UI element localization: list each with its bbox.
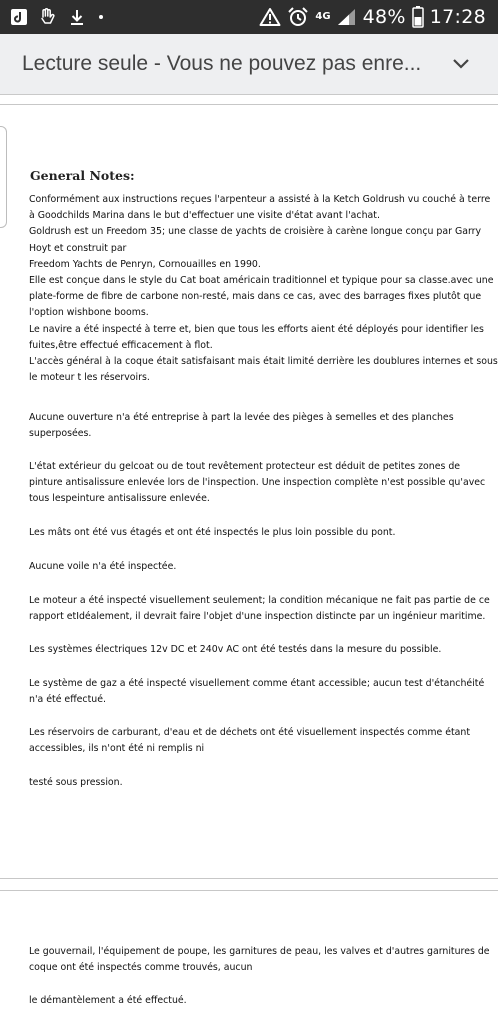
paragraph-openings xyxy=(29,410,474,442)
text-line: coque ont été inspectés comme trouvés, aucun xyxy=(29,962,253,974)
app-notification-icon xyxy=(10,8,28,26)
text-line: à Goodchilds Marina dans le but d'effectuer une visite d'état avant l'achat. xyxy=(29,210,380,222)
battery-percent: 48% xyxy=(362,6,406,28)
read-only-title: Lecture seule - Vous ne pouvez pas enre... xyxy=(22,52,422,75)
network-type: 4G xyxy=(315,11,331,22)
text-line: Conformément aux instructions reçues l'arpenteur a assisté à la Ketch Goldrush vu couché à terre xyxy=(29,194,491,205)
text-line: testé sous pression. xyxy=(29,777,123,788)
paragraph-gas xyxy=(29,676,485,708)
text-line: Le navire a été inspecté à terre et, bien que tous les efforts aient été déployés pour identifier les xyxy=(29,323,484,335)
battery-icon xyxy=(412,6,424,28)
clock: 17:28 xyxy=(429,6,486,28)
text-line: superposées. xyxy=(29,428,92,440)
text-line: tous lespeinture antisalissure enlevée. xyxy=(29,493,210,505)
alarm-icon xyxy=(287,6,309,28)
chevron-down-icon[interactable] xyxy=(452,58,470,70)
app-bar xyxy=(0,34,498,95)
signal-icon xyxy=(337,8,357,26)
text-line: le démantèlement a été effectué. xyxy=(29,995,187,1006)
text-line: Les mâts ont été vus étagés et ont été inspectés le plus loin possible du pont. xyxy=(29,527,396,538)
text-line: Les réservoirs de carburant, d'eau et de déchets ont été visuellement inspectés comme étant xyxy=(29,727,471,738)
text-line: le moteur t les réservoirs. xyxy=(29,372,150,384)
download-icon xyxy=(68,8,86,26)
text-line: Le gouvernail, l'équipement de poupe, les garnitures de peau, les valves et d'autres garnitures de xyxy=(29,946,490,957)
text-line: Hoyt et construit par xyxy=(29,242,127,254)
text-line: l'option wishbone booms. xyxy=(29,307,149,319)
hand-notification-icon xyxy=(38,7,58,27)
side-drawer-handle[interactable] xyxy=(0,126,7,228)
page-top-border-2 xyxy=(0,890,498,891)
paragraph-rudder xyxy=(29,944,490,976)
text-line: accessibles, ils n'ont été ni remplis ni xyxy=(29,743,205,755)
text-line: rapport etIdéalement, il devrait faire l'objet d'une inspection distincte par un ingénieur maritime. xyxy=(29,611,486,623)
text-line: plate-forme de fibre de carbone non-resté, mais dans ce cas, avec des barrages fixes plutôt que xyxy=(29,291,482,303)
paragraph-masts xyxy=(29,525,474,541)
text-line: pinture antisalissure enlevée lors de l'inspection. Une inspection complète n'est possible qu'avec xyxy=(29,477,486,489)
warning-icon xyxy=(259,7,281,27)
page-bottom-border xyxy=(0,878,498,879)
text-line: n'a été effectué. xyxy=(29,694,106,706)
text-line: Les systèmes électriques 12v DC et 240v AC ont été testés dans la mesure du possible. xyxy=(29,644,442,655)
paragraph-sails xyxy=(29,559,474,575)
text-line: Aucune voile n'a été inspectée. xyxy=(29,561,177,572)
general-notes-heading: General Notes: xyxy=(30,168,135,183)
text-line: Goldrush est un Freedom 35; une classe de yachts de croisière à carène longue conçu par Garry xyxy=(29,226,482,238)
text-line: Le système de gaz a été inspecté visuellement comme étant accessible; aucun test d'étanchéité xyxy=(29,678,485,689)
more-notifications-dot-icon xyxy=(96,12,106,22)
paragraph-dismantling xyxy=(29,993,474,1009)
text-line: L'accès général à la coque était satisfaisant mais était limité derrière les doublures internes et sous xyxy=(29,356,498,368)
text-line: fuites,être effectué efficacement à flot. xyxy=(29,339,213,351)
paragraph-intro xyxy=(29,192,498,386)
text-line: Elle est conçue dans le style du Cat boat américain traditionnel et typique pour sa classe.avec une xyxy=(29,275,494,287)
paragraph-engine xyxy=(29,593,490,625)
text-line: L'état extérieur du gelcoat ou de tout revêtement protecteur est déduit de petites zones de xyxy=(29,461,461,472)
paragraph-gelcoat xyxy=(29,459,486,508)
paragraph-pressure xyxy=(29,775,474,791)
paragraph-tanks xyxy=(29,725,474,757)
text-line: Freedom Yachts de Penryn, Cornouailles en 1990. xyxy=(29,258,261,270)
paragraph-electrical xyxy=(29,642,474,658)
page-top-border xyxy=(0,104,498,105)
text-line: Aucune ouverture n'a été entreprise à part la levée des pièges à semelles et des planches xyxy=(29,412,454,423)
status-bar xyxy=(0,0,498,34)
text-line: Le moteur a été inspecté visuellement seulement; la condition mécanique ne fait pas partie de ce xyxy=(29,595,490,606)
